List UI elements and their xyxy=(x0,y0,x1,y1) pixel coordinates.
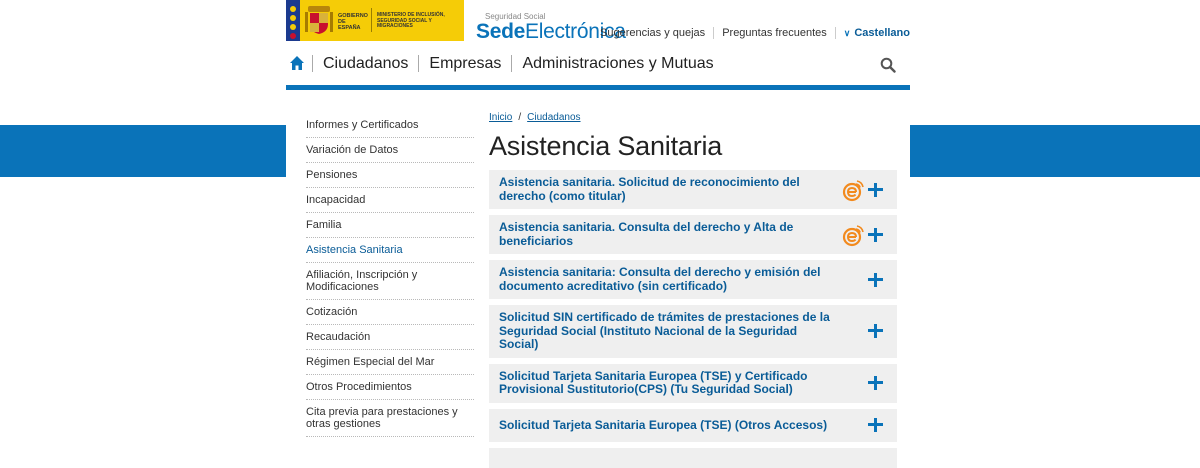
expand-plus-icon[interactable] xyxy=(867,226,885,244)
expand-plus-icon[interactable] xyxy=(867,322,885,340)
breadcrumb-inicio[interactable]: Inicio xyxy=(489,112,513,123)
nav-ciudadanos[interactable]: Ciudadanos xyxy=(312,55,418,72)
service-item[interactable] xyxy=(489,409,897,443)
e-certificate-icon xyxy=(841,178,865,202)
gobierno-text: GOBIERNO DE ESPAÑA xyxy=(338,13,368,31)
home-icon[interactable] xyxy=(289,55,305,71)
sede-title-light: Electrónica xyxy=(525,20,626,43)
expand-plus-icon[interactable] xyxy=(867,374,885,392)
link-preguntas[interactable]: Preguntas frecuentes xyxy=(713,27,835,39)
breadcrumb-ciudadanos[interactable]: Ciudadanos xyxy=(527,112,581,123)
language-label: Castellano xyxy=(854,27,910,39)
expand-plus-icon[interactable] xyxy=(867,416,885,434)
service-label[interactable]: Asistencia sanitaria: Consulta del derecho y emisión del documento acreditativo (sin certificado) xyxy=(499,265,821,293)
expand-plus-icon[interactable] xyxy=(867,181,885,199)
language-selector[interactable] xyxy=(835,27,910,39)
sidebar-item-informes[interactable]: Informes y Certificados xyxy=(306,113,474,138)
service-item-partial[interactable] xyxy=(489,448,897,468)
sidebar-item-recaudacion[interactable]: Recaudación xyxy=(306,325,474,350)
nav-administraciones[interactable]: Administraciones y Mutuas xyxy=(511,55,723,72)
nav-underline xyxy=(286,85,910,90)
sidebar-item-afiliacion[interactable]: Afiliación, Inscripción y Modificaciones xyxy=(306,263,474,300)
link-sugerencias[interactable]: Sugerencias y quejas xyxy=(600,27,706,39)
sidebar-item-pensiones[interactable]: Pensiones xyxy=(306,163,474,188)
coat-of-arms-icon xyxy=(305,4,333,36)
service-label[interactable]: Solicitud SIN certificado de trámites de prestaciones de la Seguridad Social (Instituto Nacional de la Seguridad Social) xyxy=(499,310,830,351)
main-content xyxy=(489,112,897,468)
sidebar-item-asistencia[interactable]: Asistencia Sanitaria xyxy=(306,238,474,263)
service-list xyxy=(489,170,897,468)
top-links xyxy=(592,27,910,39)
sidebar-item-variacion[interactable]: Variación de Datos xyxy=(306,138,474,163)
service-item[interactable] xyxy=(489,305,897,358)
expand-plus-icon[interactable] xyxy=(867,271,885,289)
sede-subtitle: Seguridad Social xyxy=(485,12,546,21)
service-item[interactable] xyxy=(489,215,897,254)
service-label[interactable]: Asistencia sanitaria. Consulta del derecho y Alta de beneficiarios xyxy=(499,220,794,248)
service-item[interactable] xyxy=(489,364,897,403)
main-nav xyxy=(286,48,910,86)
sidebar-item-cita-previa[interactable]: Cita previa para prestaciones y otras gestiones xyxy=(306,400,474,437)
service-item[interactable] xyxy=(489,260,897,299)
ministerio-text: MINISTERIO DE INCLUSIÓN, SEGURIDAD SOCIAL Y MIGRACIONES xyxy=(377,12,445,29)
breadcrumb xyxy=(489,112,897,123)
service-label[interactable]: Asistencia sanitaria. Solicitud de reconocimiento del derecho (como titular) xyxy=(499,175,800,203)
page-title: Asistencia Sanitaria xyxy=(489,131,723,161)
sidebar-item-incapacidad[interactable]: Incapacidad xyxy=(306,188,474,213)
logo-divider xyxy=(371,8,372,32)
gobierno-logo[interactable] xyxy=(286,0,464,41)
sidebar-item-cotizacion[interactable]: Cotización xyxy=(306,300,474,325)
service-label[interactable]: Solicitud Tarjeta Sanitaria Europea (TSE) (Otros Accesos) xyxy=(499,417,828,432)
eu-flag-icon xyxy=(286,0,300,41)
nav-items xyxy=(312,55,724,72)
e-certificate-icon xyxy=(841,223,865,247)
sidebar xyxy=(306,113,474,437)
breadcrumb-separator: / xyxy=(518,112,522,123)
top-bar xyxy=(286,0,910,48)
service-label[interactable]: Solicitud Tarjeta Sanitaria Europea (TSE) y Certificado Provisional Sustitutorio(CPS) (Tu Seguridad Social) xyxy=(499,368,808,396)
sidebar-item-familia[interactable]: Familia xyxy=(306,213,474,238)
chevron-down-icon: ∨ xyxy=(843,28,851,38)
search-icon[interactable] xyxy=(880,57,896,73)
sidebar-item-regimen-mar[interactable]: Régimen Especial del Mar xyxy=(306,350,474,375)
nav-empresas[interactable]: Empresas xyxy=(418,55,511,72)
sidebar-item-otros[interactable]: Otros Procedimientos xyxy=(306,375,474,400)
service-item[interactable] xyxy=(489,170,897,209)
page-wrapper xyxy=(286,0,910,445)
sede-title-bold: Sede xyxy=(476,20,525,43)
